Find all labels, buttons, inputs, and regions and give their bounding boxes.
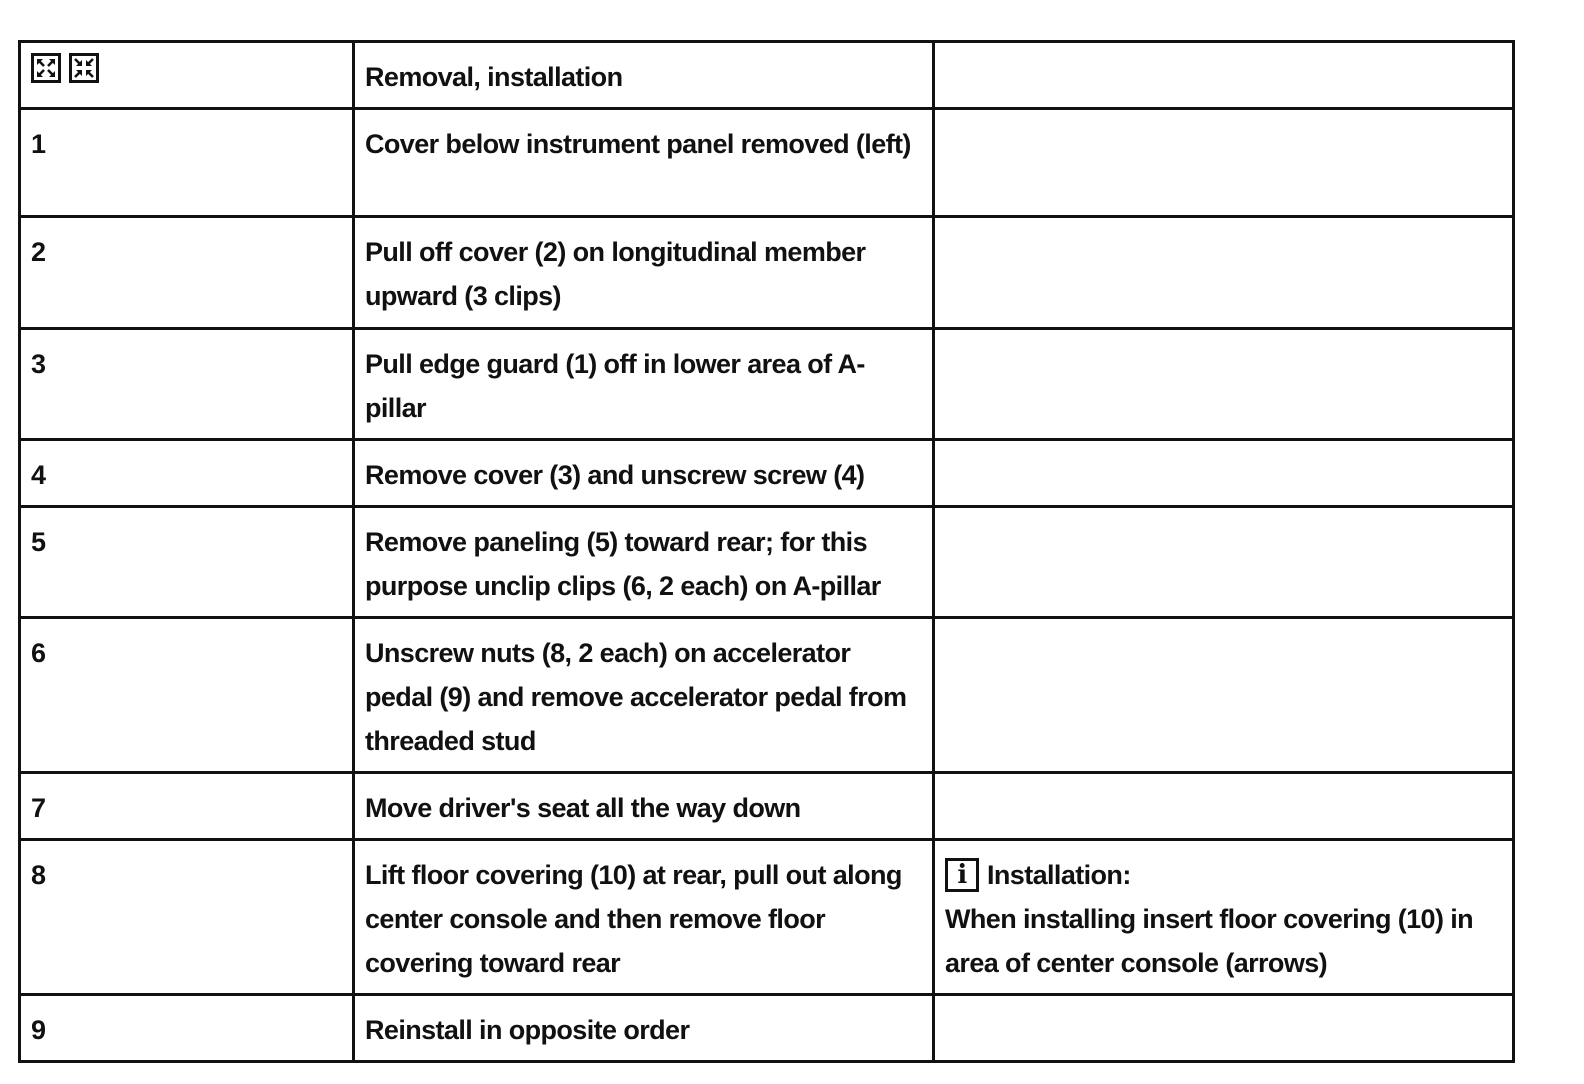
step-number: 7 [20,773,354,840]
step-text: Reinstall in opposite order [354,995,934,1062]
step-note-cell [934,840,1514,995]
table-row [20,109,1514,217]
step-text: Unscrew nuts (8, 2 each) on accelerator pedal (9) and remove accelerator pedal from threaded stud [354,618,934,773]
procedure-sheet [18,40,1512,1063]
header-note-cell [934,42,1514,109]
table-row [20,507,1514,618]
step-text: Pull edge guard (1) off in lower area of A-pillar [354,329,934,440]
step-number: 4 [20,440,354,507]
step-number: 3 [20,329,354,440]
installation-note-text: When installing insert floor covering (10) in area of center console (arrows) [945,904,1474,978]
table-header-row [20,42,1514,109]
step-text: Cover below instrument panel removed (left) [354,109,934,217]
table-row [20,618,1514,773]
header-title: Removal, installation [354,42,934,109]
info-icon: i [945,858,979,892]
step-number: 1 [20,109,354,217]
remove-icon [31,53,61,83]
step-text: Move driver's seat all the way down [354,773,934,840]
table-row [20,995,1514,1062]
step-number: 6 [20,618,354,773]
step-text: Remove paneling (5) toward rear; for this purpose unclip clips (6, 2 each) on A-pillar [354,507,934,618]
table-row [20,773,1514,840]
step-text: Pull off cover (2) on longitudinal member upward (3 clips) [354,217,934,329]
step-note-cell [934,507,1514,618]
install-icon [69,53,99,83]
installation-note-heading: Installation: [987,860,1131,890]
step-note-cell [934,440,1514,507]
installation-note-heading-row [945,853,1504,897]
procedure-table [18,40,1515,1063]
step-number: 5 [20,507,354,618]
step-number: 8 [20,840,354,995]
step-note-cell [934,773,1514,840]
table-row [20,440,1514,507]
table-row [20,840,1514,995]
step-note-cell [934,995,1514,1062]
step-text: Lift floor covering (10) at rear, pull out along center console and then remove floor covering toward rear [354,840,934,995]
header-icons-cell [20,42,354,109]
step-note-cell [934,329,1514,440]
table-row [20,329,1514,440]
table-row [20,217,1514,329]
step-number: 2 [20,217,354,329]
step-text: Remove cover (3) and unscrew screw (4) [354,440,934,507]
step-note-cell [934,109,1514,217]
step-note-cell [934,217,1514,329]
step-note-cell [934,618,1514,773]
step-number: 9 [20,995,354,1062]
